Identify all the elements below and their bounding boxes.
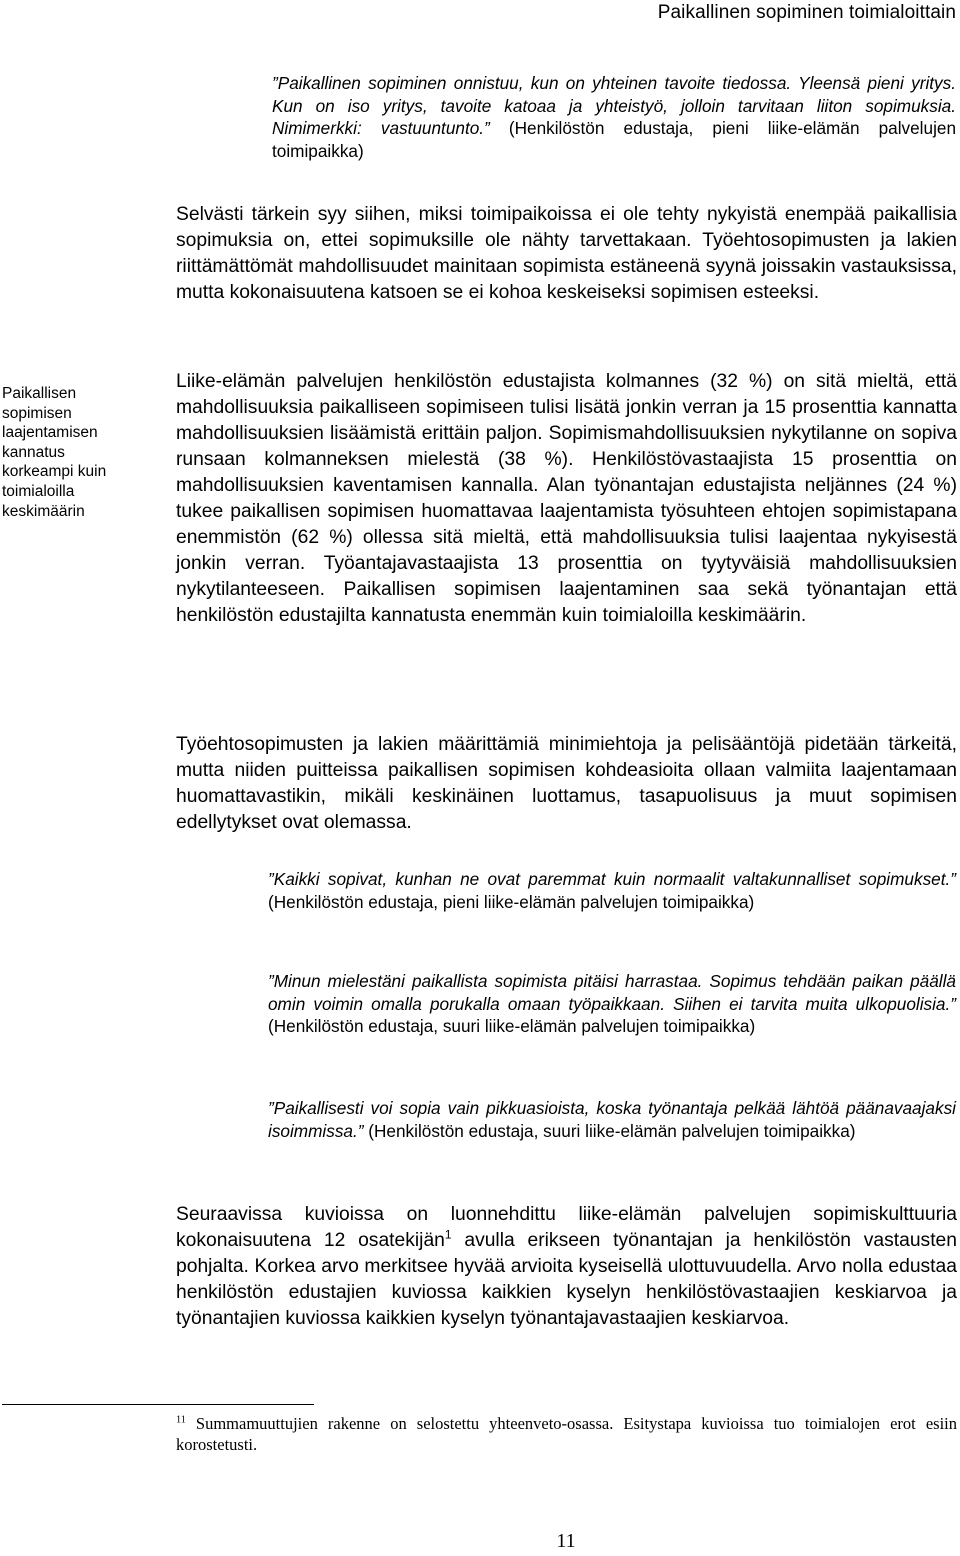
quote-4: [268, 1097, 956, 1142]
quote-attribution: (Henkilöstön edustaja, suuri liike-elämän palvelujen toimipaikka): [368, 1120, 856, 1141]
quote-attribution: (Henkilöstön edustaja, pieni liike-elämän palvelujen toimipaikka): [268, 891, 755, 912]
paragraph-1: Selvästi tärkein syy siihen, miksi toimipaikoissa ei ole tehty nykyistä enempää paikallisia sopimuksia on, ettei sopimuksille ole nähty tarvettakaan. Työehtosopimusten ja lakien riittämättömät mahdollisuudet mainitaan sopimista estäneenä syynä joissakin vastauksissa, mutta kokonaisuutena katsoen se ei kohoa keskeiseksi sopimisen esteeksi.: [176, 204, 957, 303]
footnote-reference[interactable]: 1: [444, 1227, 452, 1242]
paragraph-text: avulla erikseen työnantajan ja henkilöstön vastausten pohjalta. Korkea arvo merkitsee hyvää arvioita kyseisellä ulottuvuudella. Arvo nolla edustaa henkilöstön edustajien kuviossa kaikkien kyselyn henkilöstövastaajien keskiarvoa ja työnantajien kuviossa kaikkien kyselyn työnantajavastaajien keskiarvoa.: [176, 1230, 957, 1329]
quote-3: [268, 970, 956, 1038]
paragraph-4: [176, 1202, 957, 1332]
running-header: Paikallinen sopiminen toimialoittain: [657, 2, 956, 23]
quote-1: [272, 72, 956, 162]
footnote-number: 11: [176, 1414, 186, 1426]
quote-text: ”Minun mielestäni paikallista sopimista pitäisi harrastaa. Sopimus tehdään paikan päällä omin voimin omalla porukalla omaan työpaikkaan. Siihen ei tarvita muita ulkopuolisia.”: [268, 971, 956, 1014]
margin-note: Paikallisen sopimisen laajentamisen kannatus korkeampi kuin toimialoilla keskimäärin: [2, 385, 107, 520]
quote-text: ”Paikallisesti voi sopia vain pikkuasioista, koska työnantaja pelkää lähtöä päänavaajaksi isoimmissa.”: [268, 1098, 956, 1141]
footnote-divider: [2, 1404, 314, 1405]
quote-2: [268, 868, 956, 913]
paragraph-2: Liike-elämän palvelujen henkilöstön edustajista kolmannes (32 %) on sitä mieltä, että mahdollisuuksia paikalliseen sopimiseen tulisi lisätä jonkin verran ja 15 prosenttia kannatta mahdollisuuksien lisäämistä erittäin paljon. Sopimismahdollisuuksien nykytilanne on sopiva runsaan kolmanneksen mielestä (38 %). Henkilöstövastaajista 15 prosenttia on mahdollisuuksien kaventamisen kannalla. Alan työnantajan edustajista neljännes (24 %) tukee paikallisen sopimisen huomattavaa laajentamista työsuhteen ehtojen sopimistapana enemmistön (62 %) ollessa sitä mieltä, että mahdollisuuksia tulisi laajentaa nykyisestä jonkin verran. Työantajavastaajista 13 prosenttia on tyytyväisiä mahdollisuuksien nykytilanteeseen. Paikallisen sopimisen laajentaminen saa sekä työnantajan että henkilöstön edustajilta kannatusta enemmän kuin toimialoilla keskimäärin.: [176, 371, 957, 626]
quote-text: ”Kaikki sopivat, kunhan ne ovat paremmat kuin normaalit valtakunnalliset sopimukset.”: [268, 869, 956, 889]
quote-attribution: (Henkilöstön edustaja, pieni liike-elämän palvelujen toimipaikka): [272, 118, 956, 161]
page-number: 11: [556, 1530, 576, 1552]
quote-attribution: (Henkilöstön edustaja, suuri liike-elämän palvelujen toimipaikka): [268, 1016, 756, 1036]
paragraph-3: Työehtosopimusten ja lakien määrittämiä minimiehtoja ja pelisääntöjä pidetään tärkeitä, mutta niiden puitteissa paikallisen sopimisen kohdeasioita ollaan valmiita laajentamaan huomattavastikin, mikäli keskinäinen luottamus, tasapuolisuus ja muut sopimisen edellytykset ovat olemassa.: [176, 734, 957, 833]
paragraph-text: Seuraavissa kuvioissa on luonnehdittu liike-elämän palvelujen sopimiskulttuuria kokonaisuutena 12 osatekijän: [176, 1204, 957, 1251]
quote-text: ”Paikallinen sopiminen onnistuu, kun on yhteinen tavoite tiedossa. Yleensä pieni yritys. Kun on iso yritys, tavoite katoaa ja yhteistyö, jolloin tarvitaan liiton sopimuksia. Nimimerkki: vastuuntunto.”: [272, 73, 956, 138]
footnote-text: Summamuuttujien rakenne on selostettu yhteenveto-osassa. Esitystapa kuvioissa tuo toimialojen erot esiin korostetusti.: [176, 1414, 957, 1454]
footnote: [176, 1413, 957, 1455]
